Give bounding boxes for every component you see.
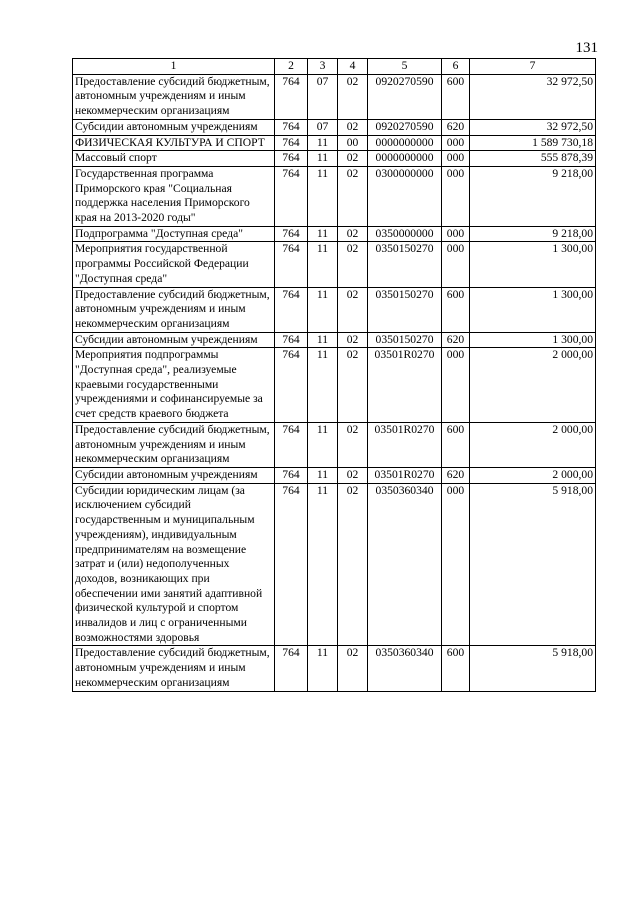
column-header: 5 (368, 59, 442, 75)
column-header: 6 (442, 59, 470, 75)
row-name-cell: Предоставление субсидий бюджетным, автономным учреждениям и иным некоммерческим организациям (73, 646, 275, 691)
column-header: 3 (308, 59, 338, 75)
amount-cell: 1 589 730,18 (470, 135, 596, 151)
column-header: 2 (275, 59, 308, 75)
row-name-cell: Предоставление субсидий бюджетным, автономным учреждениям и иным некоммерческим организациям (73, 287, 275, 332)
row-name-cell: ФИЗИЧЕСКАЯ КУЛЬТУРА И СПОРТ (73, 135, 275, 151)
expense-type-cell: 000 (442, 348, 470, 423)
section-code-cell: 11 (308, 467, 338, 483)
section-code-cell: 11 (308, 226, 338, 242)
row-name-cell: Субсидии автономным учреждениям (73, 332, 275, 348)
table-row (73, 332, 596, 348)
target-article-cell: 0350150270 (368, 242, 442, 287)
table-row (73, 467, 596, 483)
target-article-cell: 0300000000 (368, 166, 442, 226)
target-article-cell: 0350150270 (368, 332, 442, 348)
ministry-code-cell: 764 (275, 483, 308, 646)
table-row (73, 422, 596, 467)
amount-cell: 2 000,00 (470, 422, 596, 467)
subsection-code-cell: 00 (338, 135, 368, 151)
ministry-code-cell: 764 (275, 348, 308, 423)
ministry-code-cell: 764 (275, 151, 308, 167)
amount-cell: 32 972,50 (470, 74, 596, 119)
table-row (73, 119, 596, 135)
table-row (73, 226, 596, 242)
section-code-cell: 11 (308, 348, 338, 423)
subsection-code-cell: 02 (338, 332, 368, 348)
section-code-cell: 11 (308, 332, 338, 348)
page-number: 131 (575, 40, 598, 56)
table-row (73, 135, 596, 151)
expense-type-cell: 620 (442, 119, 470, 135)
row-name-cell: Мероприятия государственной программы Российской Федерации "Доступная среда" (73, 242, 275, 287)
row-name-cell: Субсидии автономным учреждениям (73, 467, 275, 483)
amount-cell: 1 300,00 (470, 287, 596, 332)
subsection-code-cell: 02 (338, 287, 368, 332)
target-article-cell: 0920270590 (368, 74, 442, 119)
section-code-cell: 11 (308, 287, 338, 332)
section-code-cell: 11 (308, 166, 338, 226)
subsection-code-cell: 02 (338, 166, 368, 226)
amount-cell: 2 000,00 (470, 467, 596, 483)
target-article-cell: 0000000000 (368, 151, 442, 167)
row-name-cell: Субсидии автономным учреждениям (73, 119, 275, 135)
ministry-code-cell: 764 (275, 135, 308, 151)
subsection-code-cell: 02 (338, 422, 368, 467)
target-article-cell: 0350000000 (368, 226, 442, 242)
expense-type-cell: 000 (442, 483, 470, 646)
target-article-cell: 0920270590 (368, 119, 442, 135)
expense-type-cell: 000 (442, 242, 470, 287)
subsection-code-cell: 02 (338, 151, 368, 167)
row-name-cell: Предоставление субсидий бюджетным, автономным учреждениям и иным некоммерческим организациям (73, 422, 275, 467)
row-name-cell: Предоставление субсидий бюджетным, автономным учреждениям и иным некоммерческим организациям (73, 74, 275, 119)
section-code-cell: 11 (308, 151, 338, 167)
ministry-code-cell: 764 (275, 646, 308, 691)
target-article-cell: 03501R0270 (368, 348, 442, 423)
amount-cell: 9 218,00 (470, 226, 596, 242)
amount-cell: 555 878,39 (470, 151, 596, 167)
subsection-code-cell: 02 (338, 348, 368, 423)
target-article-cell: 0000000000 (368, 135, 442, 151)
subsection-code-cell: 02 (338, 74, 368, 119)
ministry-code-cell: 764 (275, 119, 308, 135)
section-code-cell: 11 (308, 242, 338, 287)
expense-type-cell: 000 (442, 226, 470, 242)
amount-cell: 32 972,50 (470, 119, 596, 135)
expense-type-cell: 600 (442, 646, 470, 691)
amount-cell: 5 918,00 (470, 646, 596, 691)
section-code-cell: 11 (308, 483, 338, 646)
expense-type-cell: 000 (442, 135, 470, 151)
row-name-cell: Мероприятия подпрограммы "Доступная среда", реализуемые краевыми государственными учреждениями и софинансируемые за счет средств краевого бюджета (73, 348, 275, 423)
table-row (73, 74, 596, 119)
table-row (73, 242, 596, 287)
target-article-cell: 03501R0270 (368, 422, 442, 467)
target-article-cell: 03501R0270 (368, 467, 442, 483)
subsection-code-cell: 02 (338, 483, 368, 646)
amount-cell: 1 300,00 (470, 242, 596, 287)
budget-table (72, 58, 596, 692)
ministry-code-cell: 764 (275, 422, 308, 467)
row-name-cell: Массовый спорт (73, 151, 275, 167)
subsection-code-cell: 02 (338, 119, 368, 135)
ministry-code-cell: 764 (275, 467, 308, 483)
table-row (73, 166, 596, 226)
table-row (73, 287, 596, 332)
section-code-cell: 11 (308, 135, 338, 151)
amount-cell: 1 300,00 (470, 332, 596, 348)
expense-type-cell: 620 (442, 332, 470, 348)
table-row (73, 151, 596, 167)
ministry-code-cell: 764 (275, 287, 308, 332)
ministry-code-cell: 764 (275, 242, 308, 287)
column-header: 1 (73, 59, 275, 75)
row-name-cell: Субсидии юридическим лицам (за исключением субсидий государственным и муниципальным учреждениям), индивидуальным предпринимателям на возмещение затрат и (или) недополученных доходов, возникающих при обеспечении ими занятий адаптивной физической культурой и спортом инвалидов и лиц с ограниченными возможностями здоровья (73, 483, 275, 646)
target-article-cell: 0350360340 (368, 483, 442, 646)
column-header: 4 (338, 59, 368, 75)
subsection-code-cell: 02 (338, 646, 368, 691)
expense-type-cell: 600 (442, 74, 470, 119)
table-body (73, 74, 596, 691)
row-name-cell: Подпрограмма "Доступная среда" (73, 226, 275, 242)
target-article-cell: 0350360340 (368, 646, 442, 691)
section-code-cell: 07 (308, 74, 338, 119)
ministry-code-cell: 764 (275, 166, 308, 226)
expense-type-cell: 000 (442, 151, 470, 167)
column-header: 7 (470, 59, 596, 75)
subsection-code-cell: 02 (338, 226, 368, 242)
row-name-cell: Государственная программа Приморского края "Социальная поддержка населения Приморского края на 2013-2020 годы" (73, 166, 275, 226)
ministry-code-cell: 764 (275, 332, 308, 348)
amount-cell: 5 918,00 (470, 483, 596, 646)
amount-cell: 9 218,00 (470, 166, 596, 226)
section-code-cell: 11 (308, 646, 338, 691)
target-article-cell: 0350150270 (368, 287, 442, 332)
subsection-code-cell: 02 (338, 242, 368, 287)
amount-cell: 2 000,00 (470, 348, 596, 423)
section-code-cell: 11 (308, 422, 338, 467)
section-code-cell: 07 (308, 119, 338, 135)
header-row (73, 59, 596, 75)
expense-type-cell: 620 (442, 467, 470, 483)
table-row (73, 483, 596, 646)
subsection-code-cell: 02 (338, 467, 368, 483)
ministry-code-cell: 764 (275, 226, 308, 242)
table-row (73, 348, 596, 423)
expense-type-cell: 600 (442, 287, 470, 332)
ministry-code-cell: 764 (275, 74, 308, 119)
expense-type-cell: 000 (442, 166, 470, 226)
table-row (73, 646, 596, 691)
expense-type-cell: 600 (442, 422, 470, 467)
